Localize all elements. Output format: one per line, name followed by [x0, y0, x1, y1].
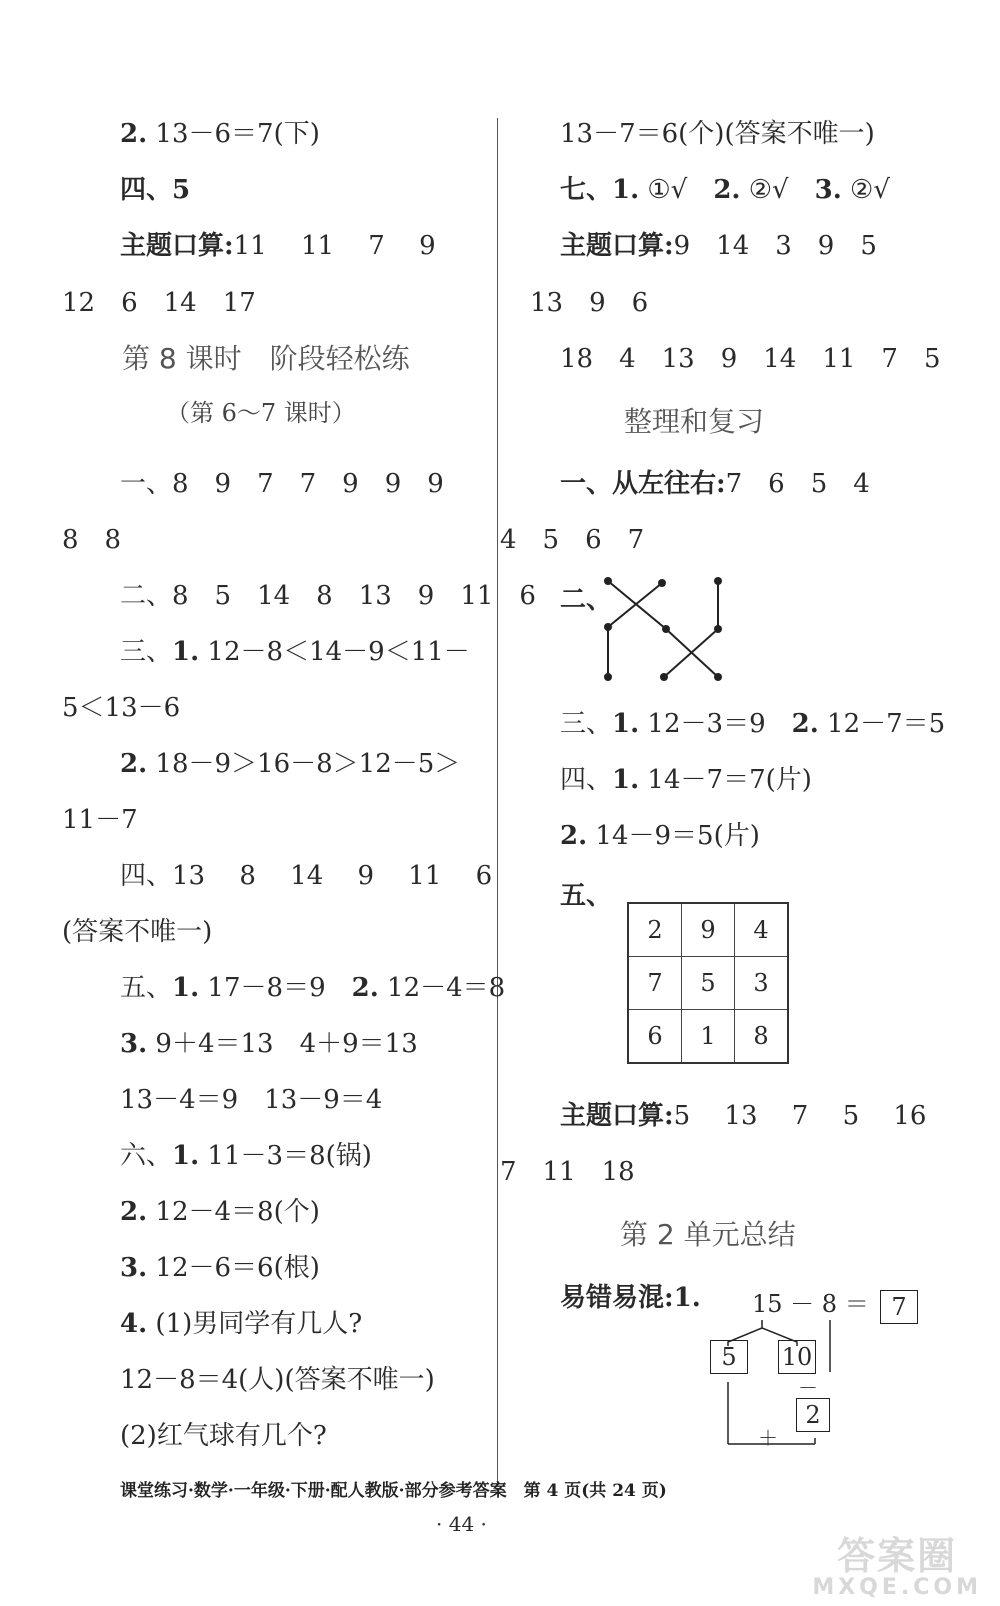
left-line-2: 四、5 [120, 175, 191, 205]
right-line-10: 四、1. 14－7＝7(片) [560, 765, 812, 795]
left-line-5: 一、8 9 7 7 9 9 9 [120, 469, 444, 499]
match-dot [604, 623, 612, 631]
matching-diagram [600, 575, 730, 685]
magic-cell: 8 [735, 1010, 789, 1064]
section-heading-review: 整理和复习 [624, 405, 765, 438]
left-line-10: 2. 18－9＞16－8＞12－5＞ [120, 749, 461, 779]
tree-box-right: 10 [778, 1340, 816, 1374]
left-line-4: 12 6 14 17 [62, 288, 256, 318]
left-line-7: 二、8 5 14 8 13 9 11 6 [120, 581, 536, 611]
right-line-9: 三、1. 12－3＝9 2. 12－7＝5 [560, 709, 946, 739]
tree-equation: 15 － 8 ＝ [752, 1290, 869, 1318]
match-line [608, 583, 662, 627]
watermark-bottom: MXQE.COM [812, 1575, 982, 1600]
magic-row [628, 903, 788, 957]
match-dot [658, 579, 666, 587]
page-footer: 课堂练习·数学·一年级·下册·配人教版·部分参考答案 第 4 页(共 24 页) [120, 1481, 667, 1501]
magic-cell: 7 [628, 957, 682, 1010]
right-line-4: 13 9 6 [530, 288, 649, 318]
section-heading-unit-summary: 第 2 单元总结 [620, 1218, 796, 1251]
magic-cell: 2 [628, 903, 682, 957]
tree-answer-box: 7 [880, 1290, 918, 1324]
left-line-15: 3. 9＋4＝13 4＋9＝13 [120, 1029, 418, 1059]
magic-cell: 9 [682, 903, 735, 957]
right-line-14: 7 11 18 [500, 1157, 635, 1187]
right-line-5: 18 4 13 9 14 11 7 5 [560, 344, 941, 374]
right-line-13: 主题口算:5 13 7 5 16 [560, 1101, 927, 1131]
watermark-top: 答案圈 [837, 1534, 958, 1578]
magic-cell: 6 [628, 1010, 682, 1064]
left-line-3: 主题口算:11 11 7 9 [120, 231, 436, 261]
right-line-2: 七、1. ①√ 2. ②√ 3. ②√ [560, 175, 890, 205]
left-line-12: 四、13 8 14 9 11 6 [120, 861, 493, 891]
left-line-17: 六、1. 11－3＝8(锅) [120, 1141, 372, 1171]
right-line-7: 4 5 6 7 [500, 525, 645, 555]
magic-square [627, 902, 789, 1064]
left-line-20: 4. (1)男同学有几人? [120, 1309, 363, 1339]
tree-box-bottom: 2 [796, 1398, 830, 1432]
left-line-19: 3. 12－6＝6(根) [120, 1253, 320, 1283]
left-line-14: 五、1. 17－8＝9 2. 12－4＝8 [120, 973, 506, 1003]
match-line [608, 581, 666, 629]
left-line-16: 13－4＝9 13－9＝4 [120, 1085, 383, 1115]
match-dot [604, 673, 612, 681]
match-dot [662, 625, 670, 633]
right-line-12: 五、 [560, 881, 613, 911]
magic-cell: 4 [735, 903, 789, 957]
left-line-21: 12－8＝4(人)(答案不唯一) [120, 1365, 435, 1395]
magic-row [628, 957, 788, 1010]
right-line-6: 一、从左往右:7 6 5 4 [560, 469, 870, 499]
left-line-18: 2. 12－4＝8(个) [120, 1197, 320, 1227]
page-number: · 44 · [436, 1512, 487, 1536]
left-line-22: (2)红气球有几个? [120, 1421, 327, 1451]
match-dot [714, 673, 722, 681]
section-subheading: （第 6～7 课时） [166, 399, 356, 427]
magic-cell: 3 [735, 957, 789, 1010]
magic-row [628, 1010, 788, 1064]
right-line-8: 二、 [560, 585, 613, 615]
right-line-3: 主题口算:9 14 3 9 5 [560, 231, 877, 261]
tree-plus: ＋ [758, 1426, 778, 1450]
watermark [812, 1536, 982, 1600]
right-line-11: 2. 14－9＝5(片) [560, 821, 760, 851]
left-line-11: 11－7 [62, 805, 138, 835]
left-line-9: 5＜13－6 [62, 693, 181, 723]
tree-minus: － [798, 1376, 818, 1400]
magic-cell: 5 [682, 957, 735, 1010]
match-dot [604, 577, 612, 585]
left-line-13: (答案不唯一) [62, 917, 213, 947]
magic-cell: 1 [682, 1010, 735, 1064]
match-dot [660, 673, 668, 681]
left-line-8: 三、1. 12－8＜14－9＜11－ [120, 637, 470, 667]
left-line-6: 8 8 [62, 525, 122, 555]
match-dot [714, 625, 722, 633]
left-line-1: 2. 13－6＝7(下) [120, 119, 320, 149]
tree-box-left: 5 [710, 1340, 748, 1374]
match-dot [714, 577, 722, 585]
column-divider [497, 118, 498, 1483]
section-heading-lesson-8: 第 8 课时 阶段轻松练 [122, 342, 410, 375]
right-line-15: 易错易混:1. [560, 1283, 701, 1313]
right-line-1: 13－7＝6(个)(答案不唯一) [560, 119, 875, 149]
